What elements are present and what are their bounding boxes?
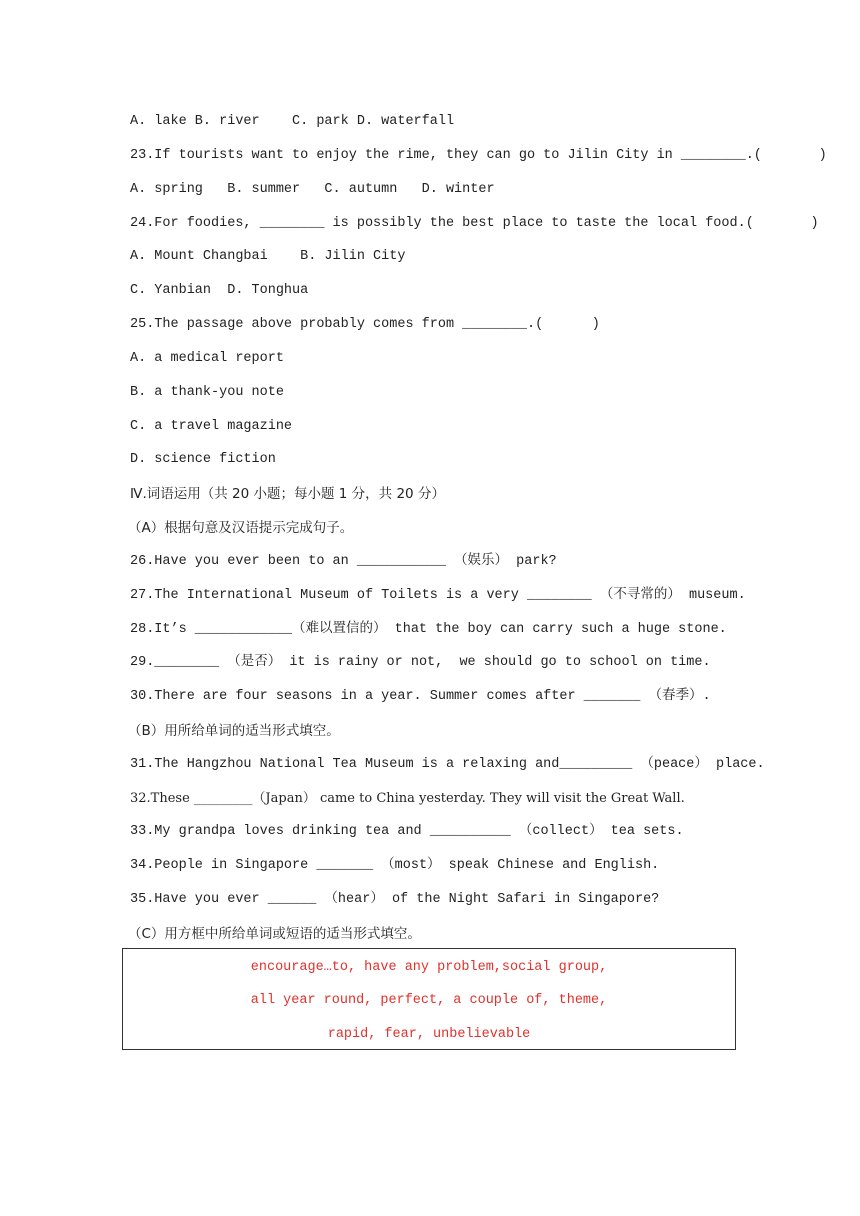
q25-option-b: B. a thank-you note (130, 385, 284, 400)
question-30: 30.There are four seasons in a year. Summer comes after _______ （春季）. (130, 689, 711, 704)
question-23: 23.If tourists want to enjoy the rime, they can go to Jilin City in ________.( ) (130, 148, 827, 163)
question-28: 28.It’s ____________（难以置信的） that the boy can carry such a huge stone. (130, 622, 727, 637)
q25-option-c: C. a travel magazine (130, 419, 293, 434)
word-bank-box (122, 948, 736, 1050)
question-24: 24.For foodies, ________ is possibly the best place to taste the local food.( ) (130, 216, 819, 231)
question-33: 33.My grandpa loves drinking tea and __________ （collect） tea sets. (130, 824, 684, 839)
part-c-instruction: （C）用方框中所给单词或短语的适当形式填空。 (128, 926, 421, 942)
q24-options-row1: A. Mount Changbai B. Jilin City (130, 249, 406, 264)
q22-options: A. lake B. river C. park D. waterfall (130, 114, 455, 129)
question-35: 35.Have you ever ______ （hear） of the Night Safari in Singapore? (130, 892, 660, 907)
question-29: 29.________ （是否） it is rainy or not, we should go to school on time. (130, 655, 711, 670)
question-31: 31.The Hangzhou National Tea Museum is a relaxing and_________ （peace） place. (130, 757, 765, 772)
q25-option-a: A. a medical report (130, 351, 284, 366)
question-26: 26.Have you ever been to an ___________ （娱乐） park? (130, 554, 557, 569)
section-iv-heading: Ⅳ.词语运用（共 20 小题；每小题 1 分，共 20 分） (130, 486, 445, 502)
q25-option-d: D. science fiction (130, 452, 276, 467)
question-34: 34.People in Singapore _______ （most） speak Chinese and English. (130, 858, 660, 873)
word-bank-line-3: rapid, fear, unbelievable (327, 1027, 531, 1042)
q23-options: A. spring B. summer C. autumn D. winter (130, 182, 495, 197)
q24-options-row2: C. Yanbian D. Tonghua (130, 283, 309, 298)
part-b-instruction: （B）用所给单词的适当形式填空。 (128, 723, 340, 739)
question-32: 32.These _________（Japan） came to China yesterday. They will visit the Great Wall. (130, 791, 685, 806)
question-25: 25.The passage above probably comes from ________.( ) (130, 317, 600, 332)
word-bank-line-1: encourage…to, have any problem,social group, (250, 960, 608, 975)
word-bank-line-2: all year round, perfect, a couple of, theme, (250, 993, 608, 1008)
part-a-instruction: （A）根据句意及汉语提示完成句子。 (128, 520, 354, 536)
question-27: 27.The International Museum of Toilets is a very ________ （不寻常的） museum. (130, 588, 746, 603)
